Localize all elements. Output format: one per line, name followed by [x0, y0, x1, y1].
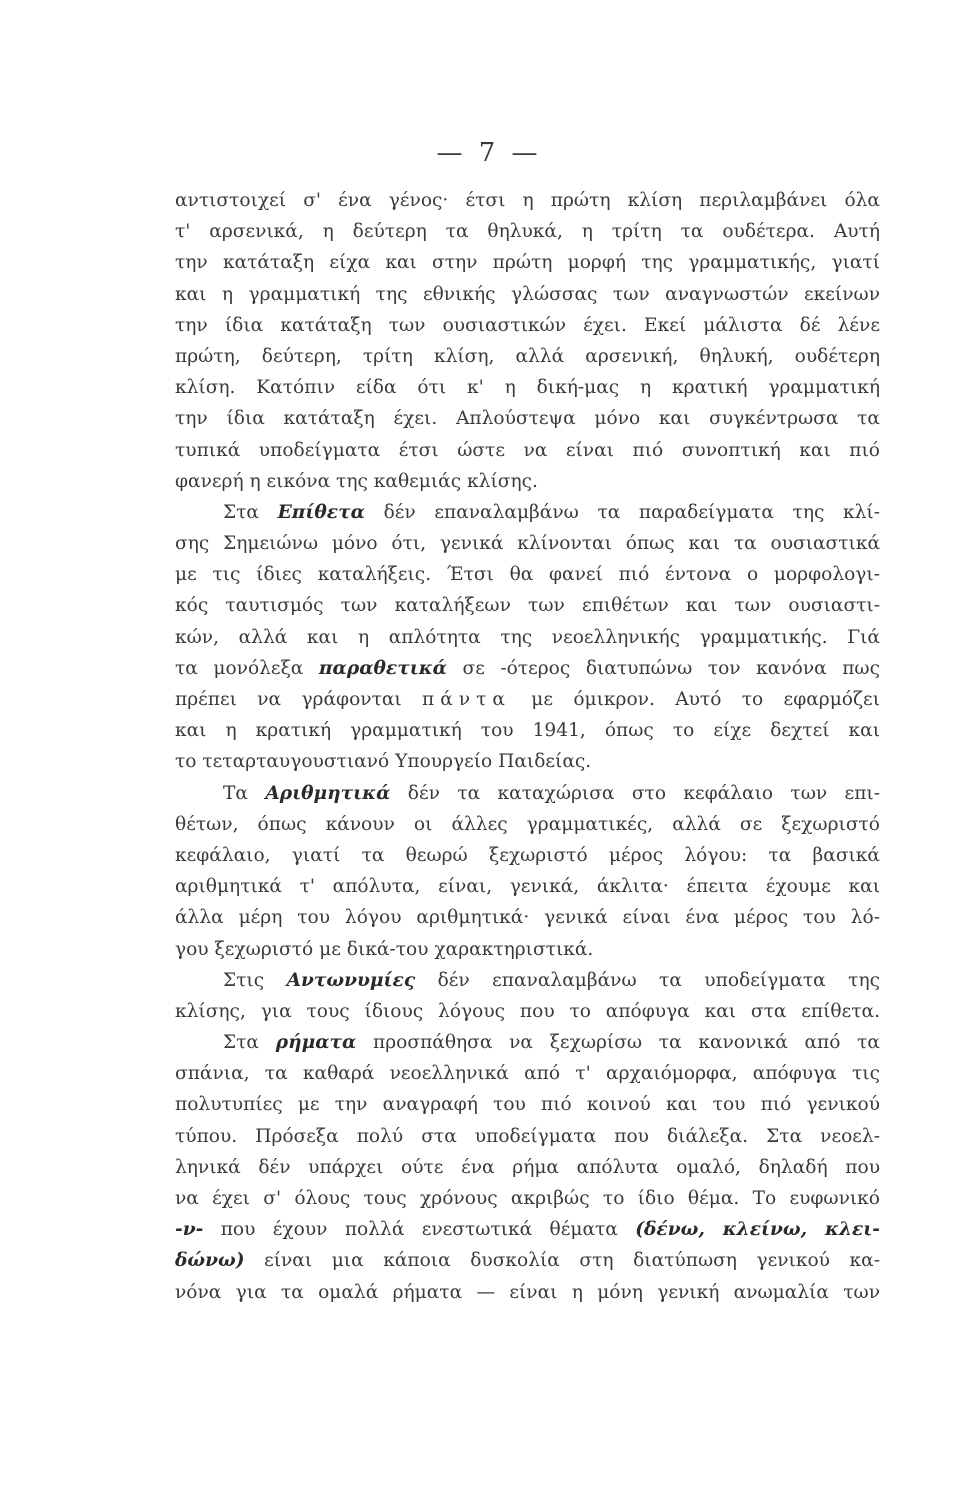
text-line: πολυτυπίες με την αναγραφή του πιό κοινού και του πιό γενικού: [175, 1094, 880, 1116]
text-fragment: που έχουν πολλά ενεστωτικά θέματα: [203, 1219, 636, 1241]
text-line: σπάνια, τα καθαρά νεοελληνικά από τ' αρχαιόμορφα, απόφυγα τις: [175, 1063, 880, 1085]
text-line: το τεταρταυγουστιανό Υπουργείο Παιδείας.: [175, 751, 592, 773]
emphasized-term: Επίθετα: [277, 501, 365, 523]
text-line: [175, 497, 880, 528]
text-line: κλίσης, για τους ίδιους λόγους που το απόφυγα και στα επίθετα.: [175, 1000, 880, 1022]
emphasized-term: -ν-: [175, 1219, 204, 1241]
text-line: [175, 653, 880, 684]
text-line: αριθμητικά τ' απόλυτα, είναι, γενικά, άκλιτα· έπειτα έχουμε και: [175, 876, 880, 898]
text-line: κλίση. Κατόπιν είδα ότι κ' η δική-μας η κρατική γραμματική: [175, 377, 880, 399]
text-line: [175, 1214, 880, 1245]
emphasized-term: ρήματα: [275, 1032, 357, 1054]
emphasized-term: Αντωνυμίες: [286, 969, 416, 991]
text-fragment: δέν επαναλαμβάνω τα παραδείγματα της κλί-: [364, 501, 880, 523]
text-line: πρώτη, δεύτερη, τρίτη κλίση, αλλά αρσενική, θηλυκή, ουδέτερη: [175, 345, 880, 367]
emphasized-term: (δένω, κλείνω, κλει-: [635, 1219, 881, 1241]
text-line: [175, 1027, 880, 1058]
text-fragment: με όμικρον. Αυτό το εφαρμόζει: [510, 689, 880, 710]
text-line: τύπου. Πρόσεξα πολύ στα υποδείγματα που διάλεξα. Στα νεοελ-: [175, 1125, 880, 1147]
text-line: κεφάλαιο, γιατί τα θεωρώ ξεχωριστό μέρος λόγου: τα βασικά: [175, 844, 880, 866]
text-line: κός ταυτισμός των καταλήξεων των επιθέτων και των ουσιαστι-: [175, 595, 880, 617]
text-fragment: σε -ότερος διατυπώνω τον κανόνα πως: [446, 657, 880, 679]
text-fragment: πρέπει να γράφονται: [175, 689, 423, 710]
text-fragment: τα μονόλεξα: [175, 657, 319, 679]
text-line: ληνικά δέν υπάρχει ούτε ένα ρήμα απόλυτα ομαλό, δηλαδή που: [175, 1156, 880, 1178]
text-line: κών, αλλά και η απλότητα της νεοελληνικής γραμματικής. Γιά: [175, 626, 880, 648]
text-line: άλλα μέρη του λόγου αριθμητικά· γενικά είναι ένα μέρος του λό-: [175, 907, 880, 929]
body-text: [175, 185, 880, 1308]
text-line: [175, 778, 880, 809]
text-line: σης Σημειώνω μόνο ότι, γενικά κλίνονται όπως και τα ουσιαστικά: [175, 533, 880, 555]
emphasized-term: δώνω): [175, 1250, 245, 1272]
text-line: τυπικά υποδείγματα έτσι ώστε να είναι πιό συνοπτική και πιό: [175, 439, 880, 461]
text-line: την ίδια κατάταξη έχει. Απλούστεψα μόνο και συγκέντρωσα τα: [175, 408, 880, 430]
text-line: την ίδια κατάταξη των ουσιαστικών έχει. Εκεί μάλιστα δέ λένε: [175, 314, 880, 336]
text-line: [175, 684, 880, 715]
text-fragment: Τα: [223, 782, 266, 804]
emphasized-term: παραθετικά: [318, 657, 447, 679]
spaced-term: πάντα: [422, 689, 511, 710]
text-line: [175, 1245, 880, 1276]
text-fragment: Στα: [223, 501, 278, 523]
text-line: και η κρατική γραμματική του 1941, όπως το είχε δεχτεί και: [175, 720, 880, 742]
text-line: να έχει σ' όλους τους χρόνους ακριβώς το ίδιο θέμα. Το ευφωνικό: [175, 1188, 880, 1209]
text-fragment: Στα: [223, 1032, 276, 1054]
text-fragment: δέν τα καταχώρισα στο κεφάλαιο των επι-: [390, 782, 880, 804]
page-number: — 7 —: [436, 138, 542, 168]
emphasized-term: Αριθμητικά: [265, 782, 391, 804]
text-line: [175, 965, 880, 996]
text-line: γου ξεχωριστό με δικά-του χαρακτηριστικά.: [175, 938, 594, 960]
text-line: και η γραμματική της εθνικής γλώσσας των αναγνωστών εκείνων: [175, 283, 880, 305]
text-fragment: προσπάθησα να ξεχωρίσω τα κανονικά από τα: [356, 1032, 880, 1054]
text-line: αντιστοιχεί σ' ένα γένος· έτσι η πρώτη κλίση περιλαμβάνει όλα: [175, 190, 880, 211]
text-line: θέτων, όπως κάνουν οι άλλες γραμματικές, αλλά σε ξεχωριστό: [175, 813, 880, 835]
text-fragment: Στις: [223, 969, 287, 991]
text-fragment: είναι μια κάποια δυσκολία στη διατύπωση γενικού κα-: [244, 1250, 880, 1272]
text-line: με τις ίδιες καταλήξεις. Έτσι θα φανεί πιό έντονα ο μορφολογι-: [175, 564, 880, 586]
text-fragment: δέν επαναλαμβάνω τα υποδείγματα της: [415, 969, 880, 991]
text-line: φανερή η εικόνα της καθεμιάς κλίσης.: [175, 470, 538, 492]
text-line: νόνα για τα ομαλά ρήματα — είναι η μόνη γενική ανωμαλία των: [175, 1281, 880, 1303]
text-line: την κατάταξη είχα και στην πρώτη μορφή της γραμματικής, γιατί: [175, 252, 880, 274]
text-line: τ' αρσενικά, η δεύτερη τα θηλυκά, η τρίτη τα ουδέτερα. Αυτή: [175, 221, 880, 243]
